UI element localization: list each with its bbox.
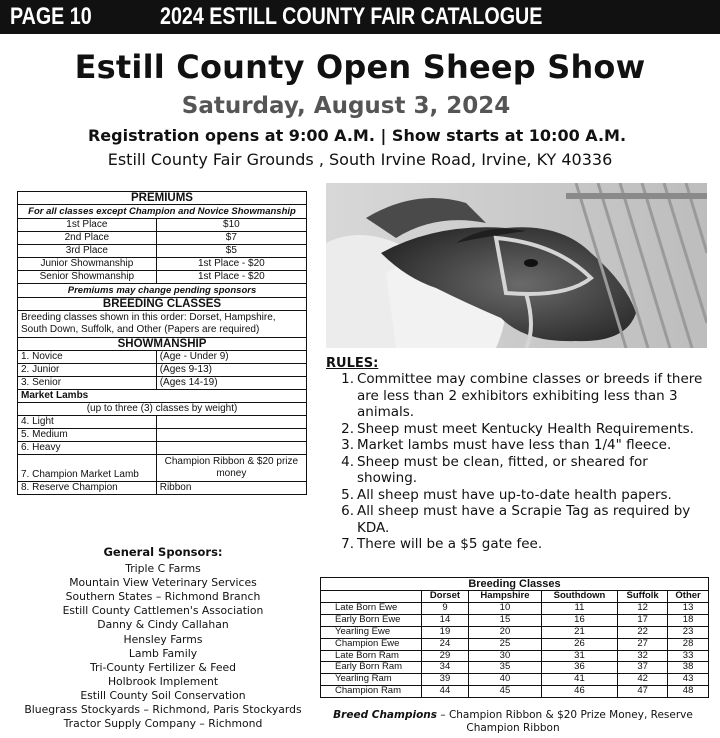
rules-list (334, 371, 704, 553)
class-number: 38 (668, 662, 709, 674)
table-row (321, 686, 709, 698)
premiums-pending: Premiums may change pending sponsors (18, 284, 307, 298)
table-header-row: Dorset Hampshire Southdown Suffolk Other (321, 591, 709, 603)
class-number: 27 (618, 638, 668, 650)
table-row: 3. Senior (Ages 14-19) (18, 377, 307, 390)
class-number: 36 (541, 662, 617, 674)
class-number: 40 (469, 674, 542, 686)
class-number: 37 (618, 662, 668, 674)
breed-champions-note: Breed Champions – Champion Ribbon & $20 Prize Money, Reserve Champion Ribbon (333, 709, 693, 734)
class-number: 41 (541, 674, 617, 686)
list-item: Southern States – Richmond Branch (65, 590, 261, 604)
class-number: 16 (541, 614, 617, 626)
list-item: Danny & Cindy Callahan (97, 618, 229, 632)
table-row (321, 602, 709, 614)
class-number: 35 (469, 662, 542, 674)
row-label: Late Born Ram (321, 650, 422, 662)
class-number: 22 (618, 626, 668, 638)
breeding-table-title: Breeding Classes (321, 578, 709, 591)
list-item: 4. Sheep must be clean, fitted, or sheared for showing. (341, 453, 648, 486)
class-number: 12 (618, 602, 668, 614)
class-number: 34 (421, 662, 468, 674)
row-label: Champion Ewe (321, 638, 422, 650)
class-number: 9 (421, 602, 468, 614)
class-number: 32 (618, 650, 668, 662)
class-number: 31 (541, 650, 617, 662)
list-item: Holbrook Implement (107, 674, 219, 688)
class-number: 43 (668, 674, 709, 686)
sheep-photo-art (326, 183, 707, 348)
class-number: 45 (469, 686, 542, 698)
class-number: 28 (668, 638, 709, 650)
premiums-table (17, 191, 307, 495)
table-row: 4. Light (18, 416, 307, 429)
list-item: Triple C Farms (125, 562, 201, 576)
table-row: 7. Champion Market Lamb Champion Ribbon & $20 prize money (18, 455, 307, 482)
market-sub: (up to three (3) classes by weight) (18, 403, 307, 416)
page-title: Estill County Open Sheep Show (74, 48, 646, 86)
event-date: Saturday, August 3, 2024 (181, 93, 511, 119)
class-number: 23 (668, 626, 709, 638)
list-item: 3. Market lambs must have less than 1/4" fleece. (341, 437, 672, 453)
class-number: 44 (421, 686, 468, 698)
class-number: 47 (618, 686, 668, 698)
header-bar (0, 0, 720, 34)
class-number: 19 (421, 626, 468, 638)
table-row: 5. Medium (18, 429, 307, 442)
class-number: 24 (421, 638, 468, 650)
premiums-note: For all classes except Champion and Novice Showmanship (18, 205, 307, 219)
list-item: 7. There will be a $5 gate fee. (341, 536, 543, 552)
showmanship-heading: SHOWMANSHIP (18, 338, 307, 351)
table-row: 1. Novice (Age - Under 9) (18, 351, 307, 364)
row-label: Yearling Ewe (321, 626, 422, 638)
sheep-photo (326, 183, 707, 348)
table-row: 3rd Place $5 (18, 245, 307, 258)
sponsors-heading: General Sponsors: (103, 545, 223, 559)
sponsors-list (0, 545, 326, 731)
row-label: Yearling Ram (321, 674, 422, 686)
class-number: 46 (541, 686, 617, 698)
class-number: 14 (421, 614, 468, 626)
breeding-text: Breeding classes shown in this order: Dorset, Hampshire, South Down, Suffolk, and Other (Papers are required) (18, 311, 307, 338)
table-row: 1st Place $10 (18, 219, 307, 232)
class-number: 29 (421, 650, 468, 662)
catalogue-title: 2024 ESTILL COUNTY FAIR CATALOGUE (160, 3, 543, 30)
list-item: Tractor Supply Company – Richmond (63, 717, 263, 731)
list-item: 6. All sheep must have a Scrapie Tag as required by KDA. (341, 503, 691, 536)
list-item: 1. Committee may combine classes or breeds if there are less than 2 exhibitors exhibiting less than 3 animals. (341, 371, 703, 420)
class-number: 17 (618, 614, 668, 626)
list-item: Hensley Farms (123, 632, 203, 646)
registration-times: Registration opens at 9:00 A.M. | Show starts at 10:00 A.M. (87, 126, 627, 145)
table-row: 2nd Place $7 (18, 232, 307, 245)
class-number: 25 (469, 638, 542, 650)
table-row: 6. Heavy (18, 442, 307, 455)
list-item: 2. Sheep must meet Kentucky Health Requirements. (341, 420, 694, 437)
table-row (321, 638, 709, 650)
table-row: Junior Showmanship 1st Place - $20 (18, 258, 307, 271)
table-row (321, 662, 709, 674)
row-label: Champion Ram (321, 686, 422, 698)
premiums-heading: PREMIUMS (18, 192, 307, 205)
class-number: 18 (668, 614, 709, 626)
class-number: 30 (469, 650, 542, 662)
class-number: 33 (668, 650, 709, 662)
class-number: 39 (421, 674, 468, 686)
list-item: Tri-County Fertilizer & Feed (90, 660, 236, 674)
table-row: Senior Showmanship 1st Place - $20 (18, 271, 307, 284)
table-row (321, 626, 709, 638)
event-location: Estill County Fair Grounds , South Irvine Road, Irvine, KY 40336 (107, 150, 613, 169)
class-number: 11 (541, 602, 617, 614)
table-row (321, 674, 709, 686)
table-row (321, 650, 709, 662)
class-number: 13 (668, 602, 709, 614)
class-number: 26 (541, 638, 617, 650)
list-item: 5. All sheep must have up-to-date health papers. (341, 486, 672, 503)
class-number: 10 (469, 602, 542, 614)
rules-heading: RULES: (326, 356, 379, 371)
class-number: 42 (618, 674, 668, 686)
page-number: PAGE 10 (10, 3, 92, 30)
list-item: Mountain View Veterinary Services (69, 576, 257, 590)
class-number: 20 (469, 626, 542, 638)
market-heading: Market Lambs (18, 390, 307, 403)
list-item: Estill County Soil Conservation (80, 688, 246, 702)
breeding-classes-table (320, 577, 709, 698)
row-label: Late Born Ewe (321, 602, 422, 614)
list-item: Lamb Family (128, 646, 198, 660)
class-number: 15 (469, 614, 542, 626)
class-number: 48 (668, 686, 709, 698)
list-item: Bluegrass Stockyards – Richmond, Paris Stockyards (24, 703, 302, 717)
class-number: 21 (541, 626, 617, 638)
table-row (321, 614, 709, 626)
list-item: Estill County Cattlemen's Association (62, 604, 264, 618)
row-label: Early Born Ram (321, 662, 422, 674)
table-row: 2. Junior (Ages 9-13) (18, 364, 307, 377)
breeding-heading: BREEDING CLASSES (18, 298, 307, 311)
row-label: Early Born Ewe (321, 614, 422, 626)
table-row: 8. Reserve Champion Ribbon (18, 482, 307, 495)
